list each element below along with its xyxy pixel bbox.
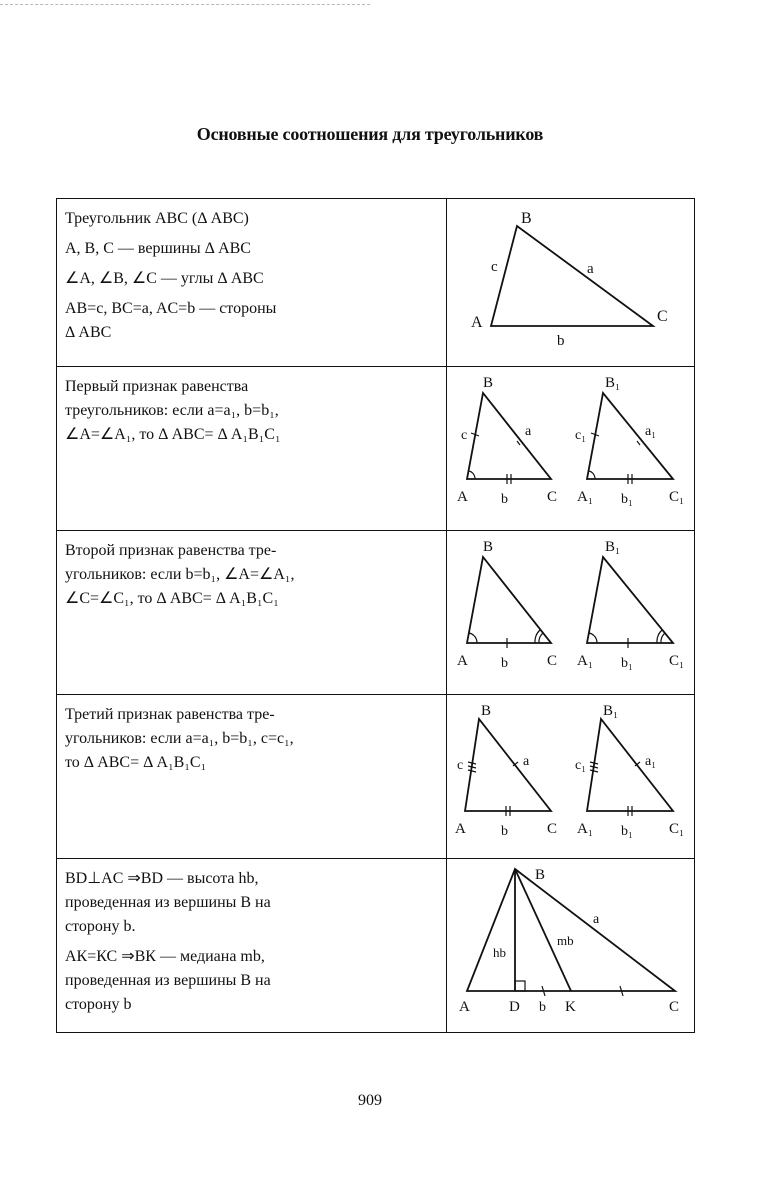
row-paragraph: А, В, С — вершины Δ АВС — [65, 240, 251, 257]
vertex-label: B — [483, 539, 494, 555]
row-paragraph: Второй признак равенства тре- угольников: если b=b₁, ∠А=∠А₁, ∠С=∠С₁, то Δ АВС= Δ А₁В₁С₁ — [65, 542, 295, 607]
row-text-cell — [57, 367, 447, 531]
angle-arc-a1 — [589, 633, 597, 643]
row-paragraph: ∠А, ∠В, ∠С — углы Δ АВС — [65, 270, 264, 287]
row-text-cell — [57, 199, 447, 367]
row-figure-cell — [447, 695, 695, 859]
vertex-label: B — [483, 375, 494, 391]
side-label: c — [457, 758, 464, 773]
angle-arc-a1 — [589, 471, 595, 479]
vertex-label: C — [547, 821, 558, 837]
side-label: c — [491, 259, 498, 275]
triangle-a1b1c1 — [587, 719, 673, 811]
row-figure-cell — [447, 531, 695, 695]
row-text-cell — [57, 695, 447, 859]
triangle-abc — [465, 719, 551, 811]
vertex-label: A — [455, 821, 466, 837]
triangle-abc — [491, 226, 653, 326]
page-number: 909 — [358, 1092, 382, 1109]
side-label: a₁ — [645, 754, 657, 769]
side-label: c — [461, 428, 468, 443]
vertex-label: A — [471, 314, 483, 331]
vertex-label: A₁ — [577, 653, 594, 669]
tick-mark — [637, 441, 640, 445]
vertex-label: B — [535, 867, 546, 883]
row-paragraph: Третий признак равенства тре- угольников: если a=a₁, b=b₁, c=c₁, то Δ АВС= Δ А₁В₁С₁ — [65, 706, 294, 771]
angle-arc-c1-inner — [661, 633, 665, 643]
vertex-label: B — [481, 703, 492, 719]
triangle-a1b1c1 — [587, 393, 673, 479]
side-label: c₁ — [575, 428, 587, 443]
vertex-label: C — [657, 308, 668, 325]
vertex-label: B — [521, 210, 532, 227]
row-text-cell — [57, 859, 447, 1033]
row-text-cell — [57, 531, 447, 695]
side-label: a₁ — [645, 424, 657, 439]
row-paragraph: AB=c, BC=a, AC=b — стороны Δ АВС — [65, 300, 277, 341]
page-title: Основные соотношения для треугольников — [196, 124, 544, 144]
point-label: D — [509, 999, 520, 1015]
third-criterion-figure — [447, 695, 694, 857]
row-paragraph: АК=КС ⇒ВК — медиана mb, проведенная из вершины В на сторону b — [65, 948, 271, 1013]
angle-arc-c-inner — [539, 633, 543, 643]
side-label: b — [501, 492, 508, 507]
first-criterion-figure — [447, 367, 694, 529]
height-label: hb — [493, 945, 506, 960]
side-label: c₁ — [575, 758, 587, 773]
side-label: b₁ — [621, 656, 633, 671]
vertex-label: C₁ — [669, 821, 685, 837]
triangle-abc — [467, 869, 675, 991]
vertex-label: B₁ — [605, 375, 621, 391]
row-paragraph: BD⊥AC ⇒BD — высота hb, проведенная из вершины В на сторону b. — [65, 870, 271, 935]
row-figure-cell — [447, 367, 695, 531]
table-row — [57, 367, 695, 531]
side-label: b — [501, 656, 508, 671]
side-label: b₁ — [621, 824, 633, 839]
vertex-label: C₁ — [669, 489, 685, 505]
side-label: b₁ — [621, 492, 633, 507]
table-row — [57, 859, 695, 1033]
angle-arc-a — [469, 633, 477, 643]
point-label: K — [565, 999, 576, 1015]
side-label: a — [523, 754, 530, 769]
right-angle-mark — [515, 981, 525, 991]
side-label: a — [525, 424, 532, 439]
vertex-label: C — [547, 489, 558, 505]
vertex-label: B₁ — [605, 539, 621, 555]
row-figure-cell — [447, 199, 695, 367]
top-scan-line — [0, 4, 370, 5]
median-label: mb — [557, 933, 574, 948]
height-median-figure — [447, 859, 694, 1031]
row-paragraph: Треугольник АВС (Δ АВС) — [65, 210, 249, 227]
triangle-a1b1c1 — [587, 557, 673, 643]
vertex-label: A — [459, 999, 470, 1015]
vertex-label: A — [457, 653, 468, 669]
side-label: b — [539, 1000, 546, 1015]
table-row — [57, 199, 695, 367]
side-label: b — [557, 333, 565, 349]
row-paragraph: Первый признак равенства треугольников: если a=a₁, b=b₁, ∠А=∠А₁, то Δ АВС= Δ А₁В₁С₁ — [65, 378, 281, 443]
second-criterion-figure — [447, 531, 694, 693]
side-label: a — [587, 261, 594, 277]
vertex-label: A — [457, 489, 468, 505]
vertex-label: C — [669, 999, 680, 1015]
vertex-label: A₁ — [577, 821, 594, 837]
triangle-abc — [467, 393, 551, 479]
median-bk — [515, 869, 571, 991]
vertex-label: C₁ — [669, 653, 685, 669]
side-label: a — [593, 912, 600, 927]
triangle-abc — [467, 557, 551, 643]
table-row — [57, 695, 695, 859]
table-row — [57, 531, 695, 695]
tick-mark — [517, 441, 520, 445]
triangle-relations-table — [56, 198, 695, 1033]
row-figure-cell — [447, 859, 695, 1033]
angle-arc-a — [469, 471, 475, 479]
side-label: b — [501, 824, 508, 839]
vertex-label: C — [547, 653, 558, 669]
vertex-label: A₁ — [577, 489, 594, 505]
triangle-abc-figure — [447, 199, 694, 365]
vertex-label: B₁ — [603, 703, 619, 719]
